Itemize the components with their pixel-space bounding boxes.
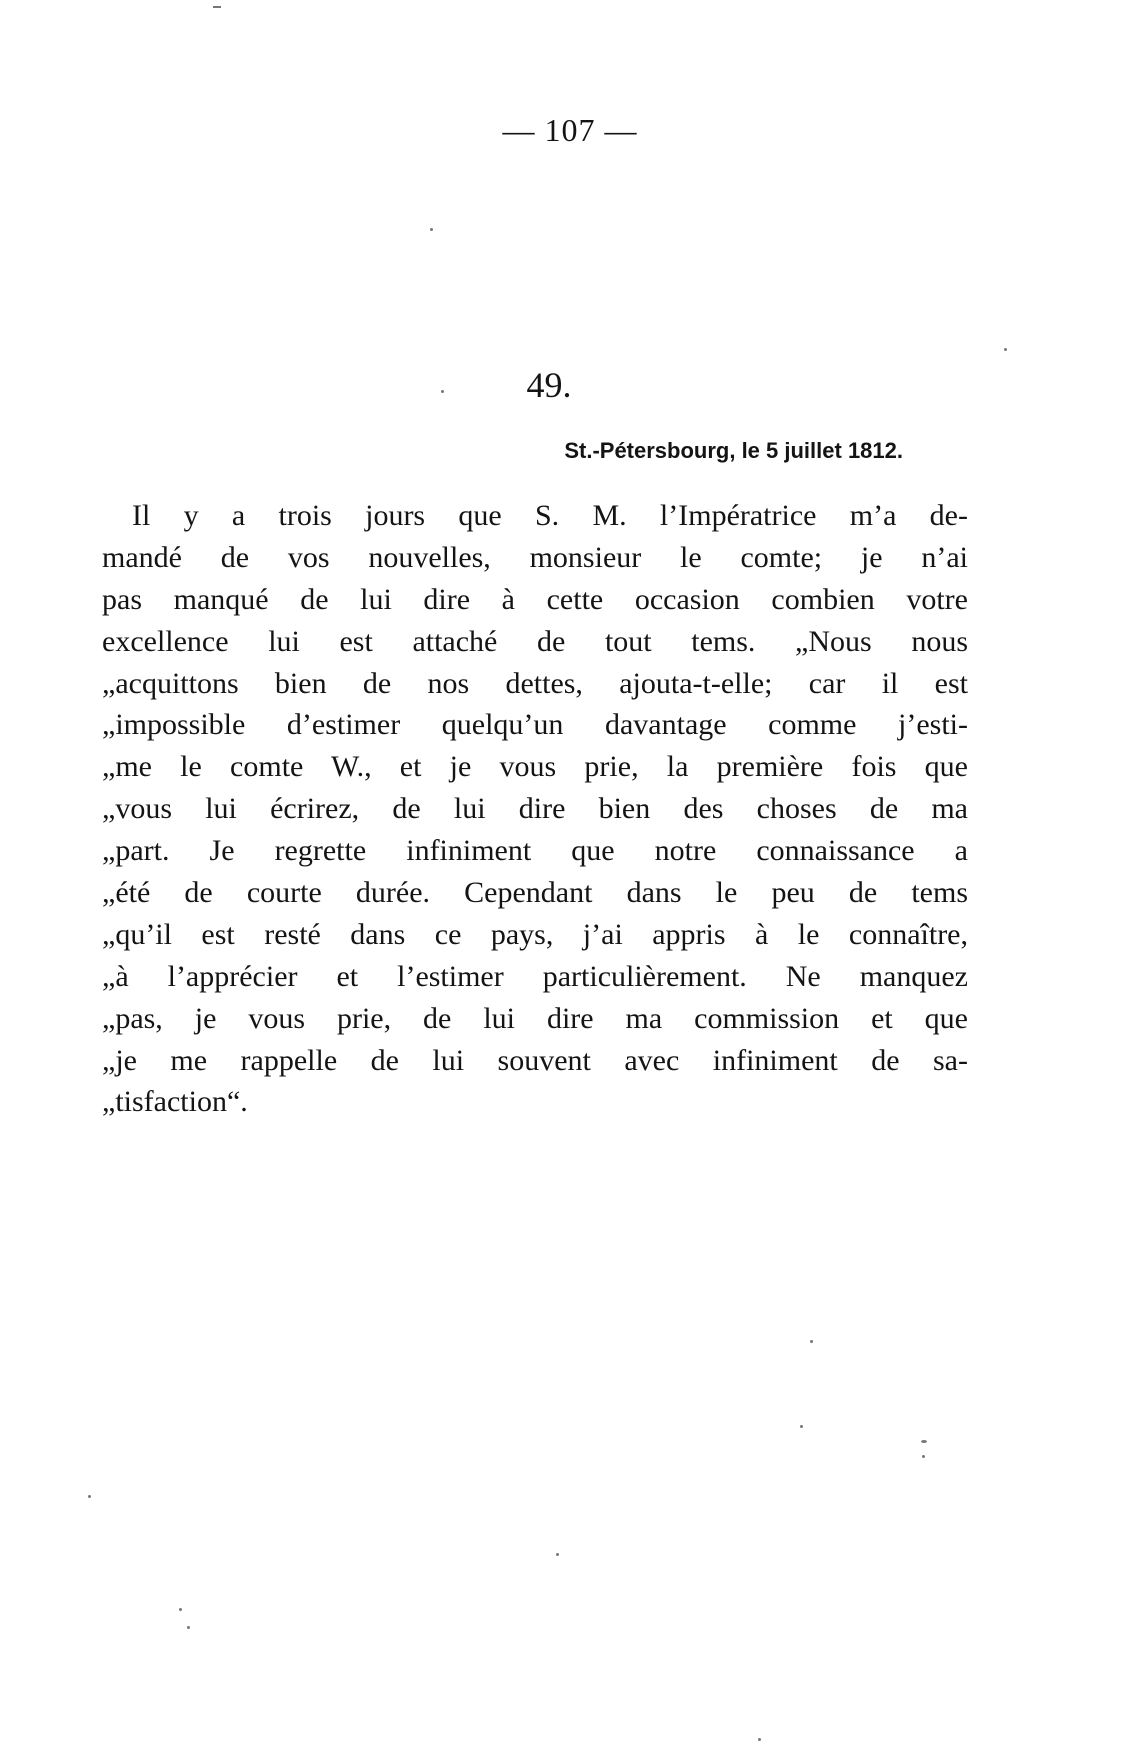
body-line: „acquittons bien de nos dettes, ajouta-t-elle; car il est [102, 666, 968, 700]
scan-speck [441, 390, 444, 393]
scan-speck [810, 1340, 813, 1343]
body-line: „qu’il est resté dans ce pays, j’ai appris à le connaître, [102, 917, 968, 951]
body-line: „tisfaction“. [102, 1085, 248, 1119]
body-line: „me le comte W., et je vous prie, la première fois que [102, 750, 968, 784]
body-line: „été de courte durée. Cependant dans le peu de tems [102, 876, 968, 910]
body-line: „part. Je regrette infiniment que notre connaissance a [102, 834, 968, 868]
scan-speck [88, 1495, 91, 1498]
scan-speck [556, 1553, 559, 1556]
body-line: „vous lui écrirez, de lui dire bien des choses de ma [102, 792, 968, 826]
body-line: Il y a trois jours que S. M. l’Impératrice m’a de- [132, 499, 968, 532]
scan-speck [430, 228, 433, 231]
scan-speck [922, 1455, 925, 1458]
body-line: „je me rappelle de lui souvent avec infiniment de sa- [102, 1043, 968, 1077]
scan-speck [187, 1626, 190, 1629]
letter-body [102, 495, 968, 1123]
body-line: pas manqué de lui dire à cette occasion combien votre [102, 582, 968, 616]
scan-speck [921, 1440, 927, 1443]
scan-speck [179, 1608, 182, 1611]
body-line: „pas, je vous prie, de lui dire ma commission et que [102, 1001, 968, 1035]
page-number: — 107 — [502, 112, 638, 148]
body-line: excellence lui est attaché de tout tems. „Nous nous [102, 624, 968, 658]
letter-number: 49. [526, 365, 572, 405]
scan-speck [758, 1738, 761, 1741]
body-line: „à l’apprécier et l’estimer particulièrement. Ne manquez [102, 959, 968, 993]
scan-speck [213, 6, 221, 8]
scan-speck [1004, 348, 1007, 351]
dateline: St.-Pétersbourg, le 5 juillet 1812. [564, 438, 903, 463]
scan-speck [800, 1425, 803, 1428]
body-line: „impossible d’estimer quelqu’un davantage comme j’esti- [102, 708, 968, 742]
body-line: mandé de vos nouvelles, monsieur le comte; je n’ai [102, 540, 968, 574]
